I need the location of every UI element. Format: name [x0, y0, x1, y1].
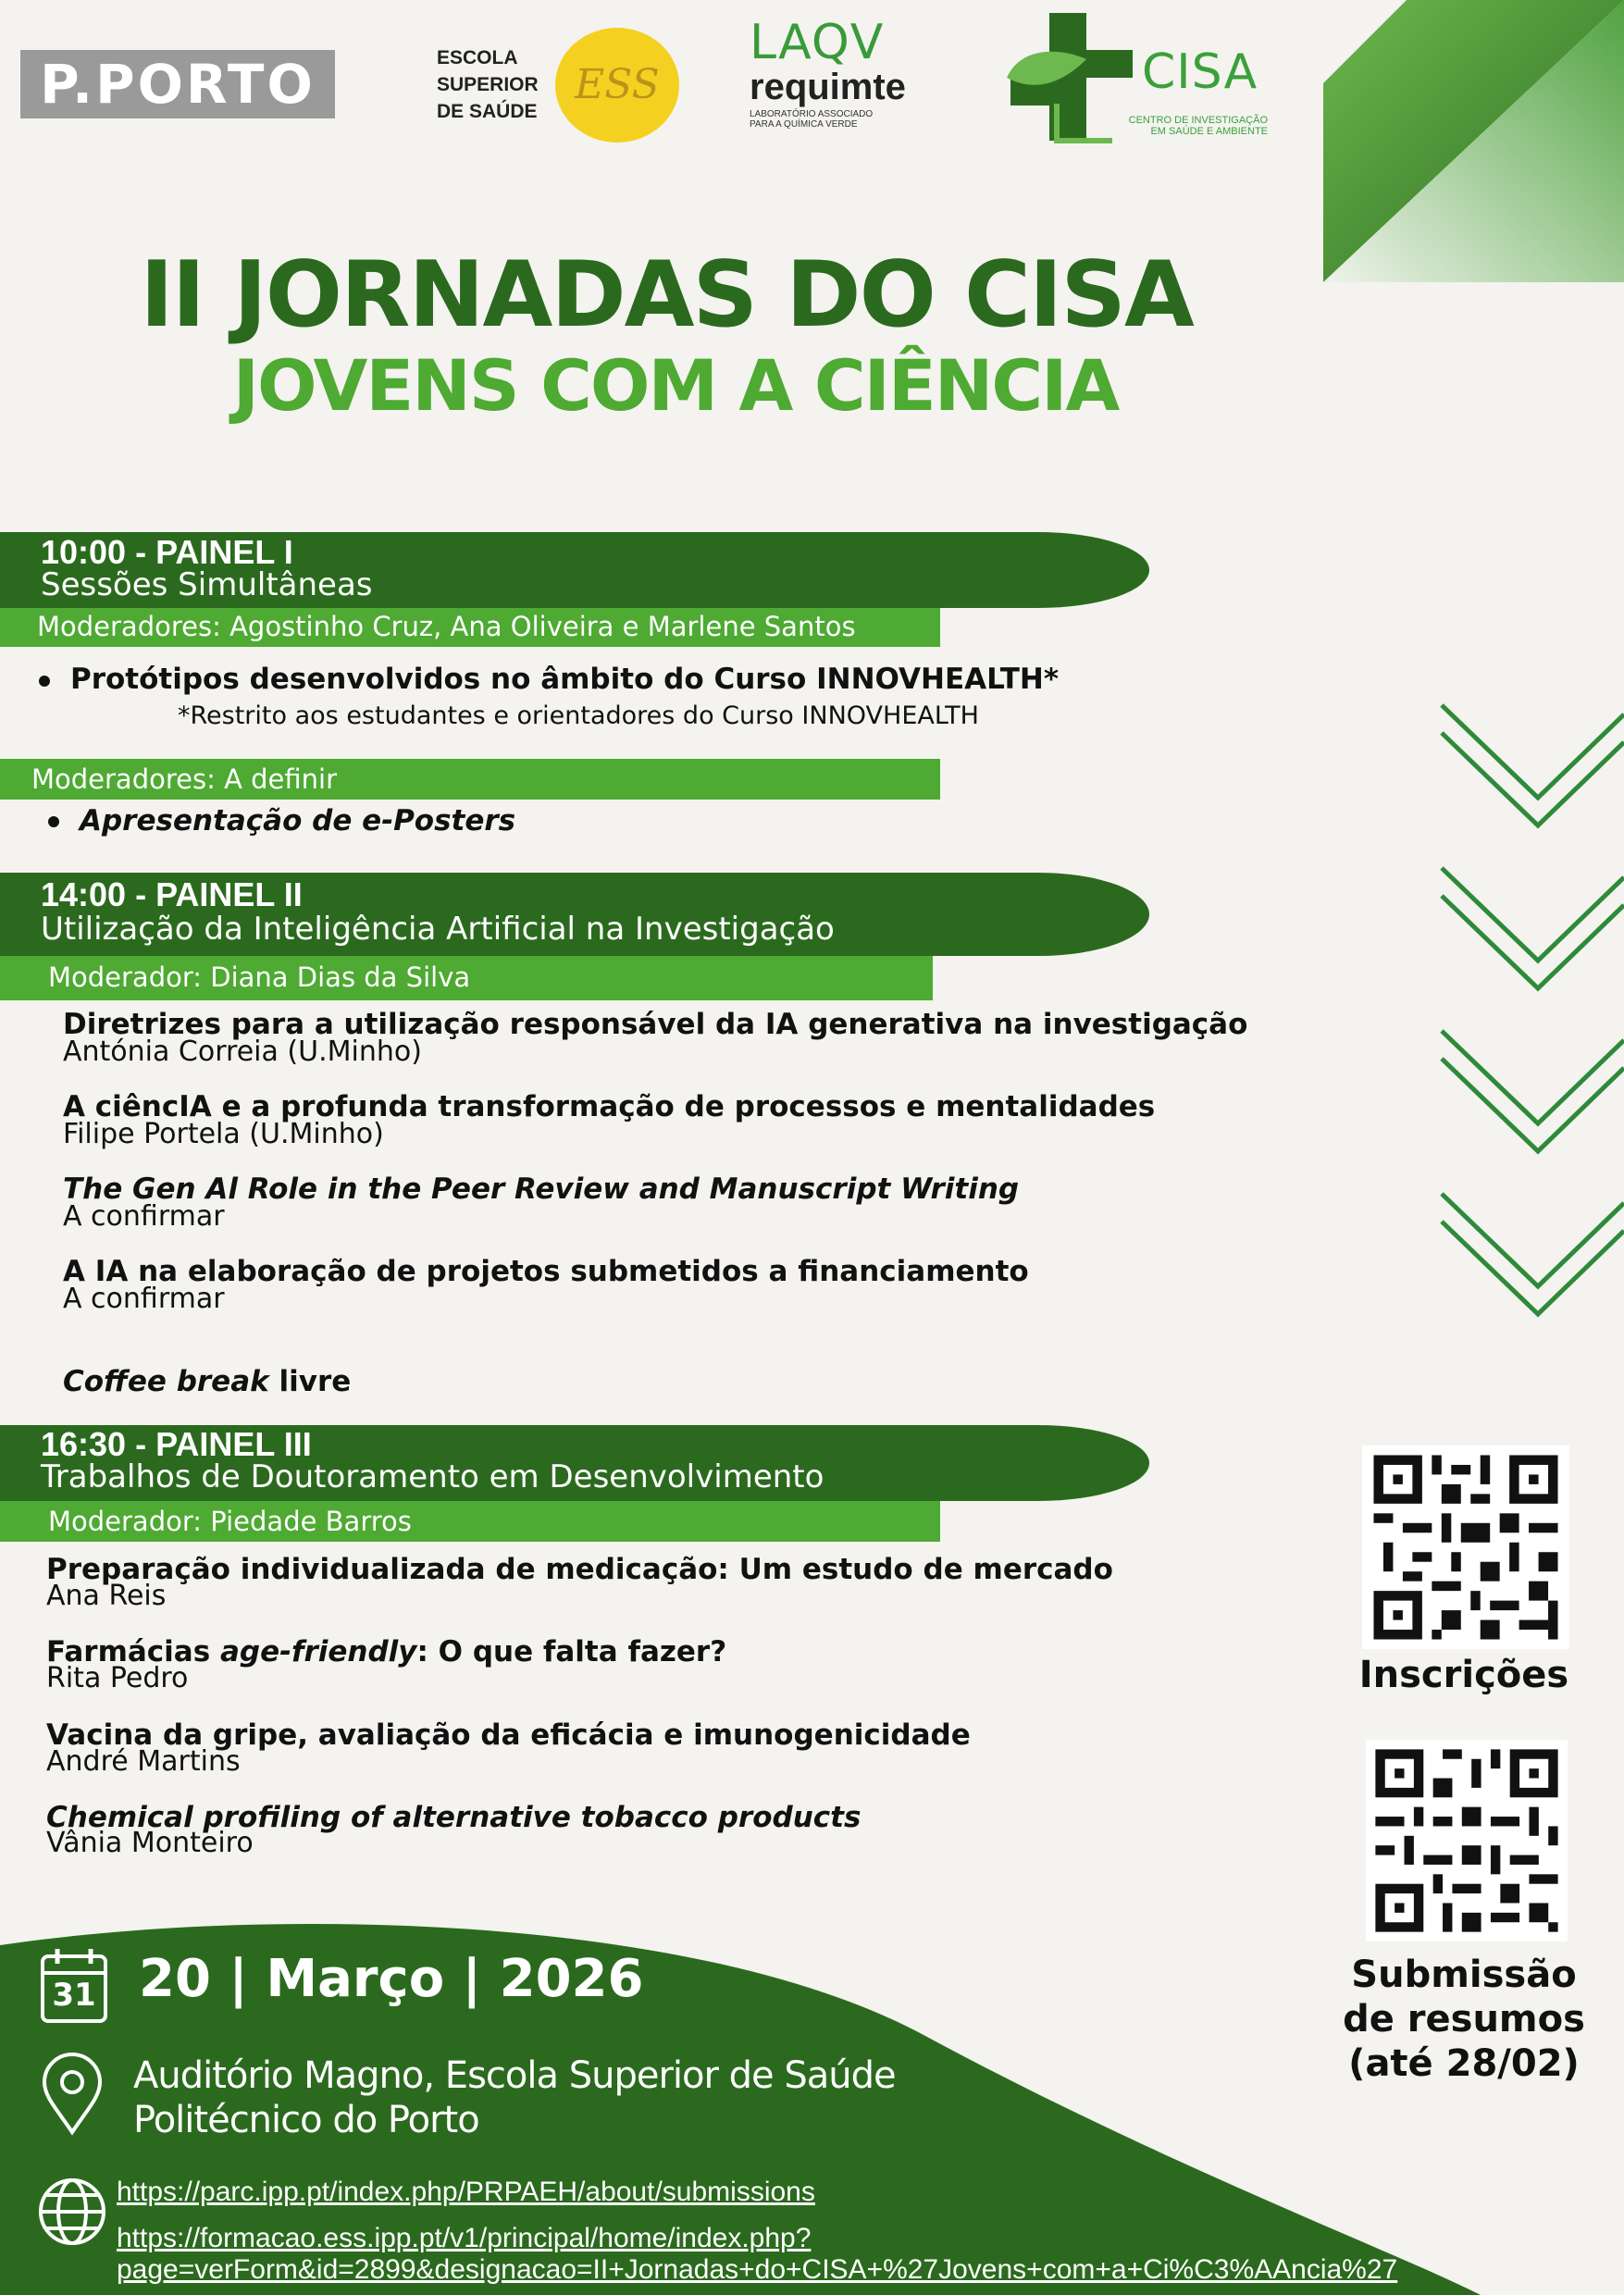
submissions-link[interactable]: https://parc.ipp.pt/index.php/PRPAEH/about/submissions [117, 2177, 815, 2207]
panel1-bullet2: Apresentação de e-Posters [80, 804, 516, 837]
laqv-requimte-logo: LAQV requimte LABORATÓRIO ASSOCIADO PARA A QUÍMICA VERDE [750, 15, 906, 130]
panel2-talk1-title: Diretrizes para a utilização responsável da IA generativa na investigação [63, 1008, 1248, 1041]
venue-line2: Politécnico do Porto [133, 2099, 479, 2141]
panel1-note: *Restrito aos estudantes e orientadores do Curso INNOVHEALTH [178, 701, 979, 730]
panel2-time: 14:00 - PAINEL II [41, 875, 303, 913]
cisa-logo-subtitle: CENTRO DE INVESTIGAÇÃO EM SAÚDE E AMBIENTE [1128, 115, 1268, 137]
panel1-time: 10:00 - PAINEL I [41, 533, 293, 571]
panel2-talk3-speaker: A confirmar [63, 1200, 225, 1233]
ess-logo-mark [555, 28, 679, 143]
event-date: 20 | Março | 2026 [139, 1949, 644, 2009]
panel2-talk4-title: A IA na elaboração de projetos submetidos a financiamento [63, 1255, 1029, 1288]
panel1-bullet: Protótipos desenvolvidos no âmbito do Curso INNOVHEALTH* [70, 663, 1060, 696]
venue-line1: Auditório Magno, Escola Superior de Saúde [133, 2054, 896, 2097]
qr-label-submissao: Submissão de resumos (até 28/02) [1343, 1954, 1585, 2085]
ess-logo-monogram: ESS [575, 61, 660, 108]
ess-logo-text: ESCOLA SUPERIOR DE SAÚDE [437, 47, 539, 122]
panel3-talk2-title: Farmácias age-friendly: O que falta fazer? [46, 1635, 727, 1669]
panel3-time: 16:30 - PAINEL III [41, 1425, 312, 1463]
coffee-break: Coffee break livre [63, 1365, 352, 1398]
event-title: II JORNADAS DO CISA [140, 242, 1193, 348]
chevron-decoration [1436, 696, 1624, 1344]
panel3-talk1-title: Preparação individualizada de medicação: Um estudo de mercado [46, 1553, 1113, 1586]
cisa-logo-name: CISA [1142, 44, 1258, 100]
panel3-talk1-speaker: Ana Reis [46, 1580, 167, 1612]
panel2-talk2-title: A ciêncIA e a profunda transformação de processos e mentalidades [63, 1090, 1156, 1123]
globe-icon [35, 2175, 109, 2249]
panel3-talk3-title: Vacina da gripe, avaliação da eficácia e imunogenicidade [46, 1718, 971, 1752]
panel2-talk1-speaker: Antónia Correia (U.Minho) [63, 1036, 422, 1068]
panel1-moderators2: Moderadores: A definir [31, 763, 338, 795]
panel3-talk4-speaker: Vânia Monteiro [46, 1827, 254, 1859]
panel2-title: Utilização da Inteligência Artificial na Investigação [41, 911, 835, 948]
panel3-talk4-title: Chemical profiling of alternative tobacco products [46, 1801, 862, 1834]
panel3-title: Trabalhos de Doutoramento em Desenvolvimento [41, 1458, 824, 1495]
bullet-dot [39, 676, 50, 687]
corner-decoration [1323, 0, 1624, 282]
bullet-dot [48, 816, 59, 827]
panel2-talk2-speaker: Filipe Portela (U.Minho) [63, 1118, 384, 1150]
qr-code-inscricoes[interactable] [1362, 1445, 1569, 1649]
location-pin-icon [39, 2053, 105, 2136]
panel1-title: Sessões Simultâneas [41, 566, 373, 603]
panel3-talk3-speaker: André Martins [46, 1745, 241, 1778]
calendar-day: 31 [52, 1977, 96, 2014]
panel2-talk4-speaker: A confirmar [63, 1283, 225, 1315]
panel3-moderator: Moderador: Piedade Barros [48, 1506, 412, 1537]
panel3-talk2-speaker: Rita Pedro [46, 1662, 189, 1694]
panel1-moderators: Moderadores: Agostinho Cruz, Ana Oliveira e Marlene Santos [37, 611, 856, 642]
panel2-moderator: Moderador: Diana Dias da Silva [48, 961, 471, 993]
p-porto-logo: P.PORTO [20, 50, 335, 118]
panel2-talk3-title: The Gen Al Role in the Peer Review and Manuscript Writing [63, 1172, 1020, 1206]
qr-label-inscricoes: Inscrições [1358, 1654, 1569, 1696]
registration-link[interactable]: https://formacao.ess.ipp.pt/v1/principal/home/index.php? page=verForm&id=2899&designacao=II+Jornadas+do+CISA+%27Jovens+com+a+Ci%C3%AAncia%27 [117, 2223, 1398, 2285]
event-subtitle: JOVENS COM A CIÊNCIA [232, 344, 1119, 427]
